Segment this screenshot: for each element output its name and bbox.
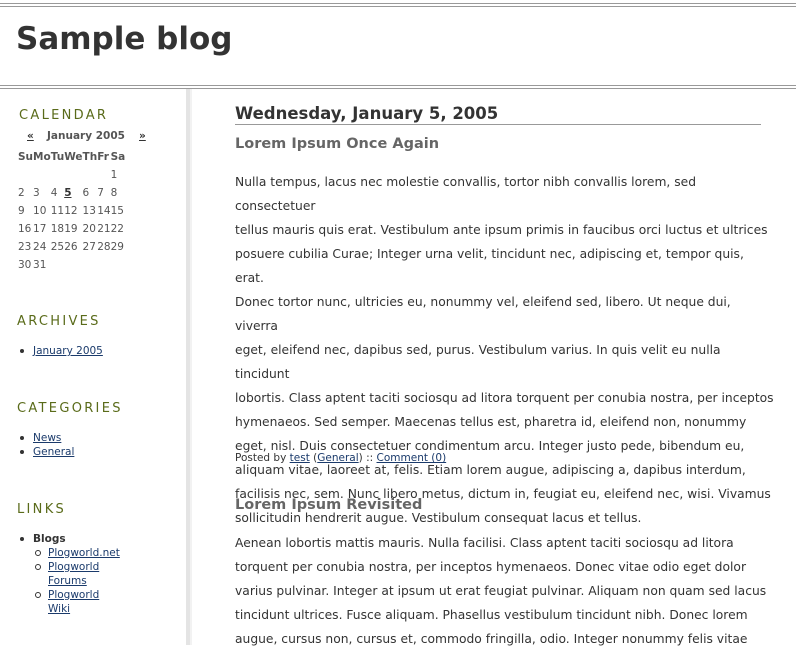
link-plogworld-forums[interactable]: Plogworld Forums <box>48 561 100 587</box>
weekday-label: Su <box>18 151 34 163</box>
calendar-day: 16 <box>18 223 32 235</box>
calendar-day: 31 <box>33 259 47 271</box>
calendar-day: 7 <box>97 187 104 199</box>
calendar-day: 4 <box>50 187 58 199</box>
calendar-day <box>83 256 98 274</box>
date-heading: Wednesday, January 5, 2005 <box>235 104 761 125</box>
calendar-next-link[interactable]: » <box>139 130 146 142</box>
post-line: varius pulvinar. Integer at ipsum ut erat feugiat pulvinar. Aliquam non quam sed lacus <box>235 584 767 598</box>
calendar-day: 11 <box>50 205 65 217</box>
post-line: tincidunt ultrices. Fusce aliquam. Phasellus vestibulum tincidunt nibh. Donec lorem <box>235 608 748 622</box>
calendar-day: 12 <box>64 205 78 217</box>
calendar-day <box>83 166 98 184</box>
calendar-day: 1 <box>110 169 118 181</box>
author-link[interactable]: test <box>289 452 310 464</box>
weekday-label: We <box>64 151 83 163</box>
calendar-day: 24 <box>33 241 47 253</box>
weekday-label: Tu <box>50 151 65 163</box>
calendar-month: January 2005 <box>47 130 125 142</box>
weekday-label: Fr <box>97 151 109 163</box>
list-item <box>18 445 74 459</box>
archives-heading: ARCHIVES <box>17 314 101 329</box>
calendar-day: 29 <box>110 241 124 253</box>
site-title[interactable]: Sample blog <box>16 21 233 57</box>
archives-list <box>18 344 103 358</box>
post-line: aliquam vitae, laoreet at, felis. Etiam lorem augue, adipiscing a, dapibus interdum, <box>235 463 746 477</box>
post-meta: Posted by test (General) :: Comment (0) <box>235 452 447 464</box>
calendar-heading: CALENDAR <box>19 108 109 123</box>
calendar-day: 26 <box>64 241 78 253</box>
calendar-day <box>51 166 64 184</box>
calendar-day: 17 <box>33 223 47 235</box>
list-item <box>33 546 120 560</box>
calendar-day-link[interactable]: 5 <box>64 187 72 199</box>
calendar-prev-link[interactable]: « <box>27 130 34 142</box>
calendar-day: 25 <box>50 241 65 253</box>
post-line: eget, eleifend nec, dapibus sed, purus. Vestibulum varius. In quis velit eu nulla tincidunt <box>235 343 721 381</box>
calendar-day <box>64 256 82 274</box>
list-item <box>18 532 120 616</box>
links-list <box>18 532 120 616</box>
calendar-day: 27 <box>82 241 96 253</box>
links-sublist <box>33 546 120 616</box>
calendar-day <box>64 184 82 202</box>
calendar-day: 6 <box>82 187 90 199</box>
post-line: hymenaeos. Sed semper. Maecenas tellus est, pharetra id, eleifend non, nonummy <box>235 415 747 429</box>
weekday-label: Mo <box>33 151 51 163</box>
post-line: Donec tortor nunc, ultricies eu, nonummy vel, eleifend sed, libero. Ut neque dui, viverra <box>235 295 731 333</box>
post-line: augue, cursus non, cursus et, commodo fringilla, odio. Integer nonummy felis vitae <box>235 632 748 646</box>
calendar-day: 28 <box>97 241 111 253</box>
list-item <box>33 588 108 616</box>
calendar-day <box>33 166 51 184</box>
post-line: lobortis. Class aptent taciti sociosqu ad litora torquent per conubia nostra, per inceptos <box>235 391 774 405</box>
post-line: posuere cubilia Curae; Integer urna velit, tincidunt nec, adipiscing et, tempor quis, erat. <box>235 247 744 285</box>
post-body <box>235 531 775 651</box>
calendar-day: 22 <box>110 223 124 235</box>
calendar-day: 9 <box>18 205 25 217</box>
calendar-day: 20 <box>82 223 96 235</box>
calendar-day <box>97 166 110 184</box>
links-heading: LINKS <box>17 502 67 517</box>
categories-heading: CATEGORIES <box>17 401 123 416</box>
calendar-day: 2 <box>18 187 25 199</box>
post-category-link[interactable]: General <box>317 452 359 464</box>
calendar-day <box>51 256 64 274</box>
calendar-day: 30 <box>18 259 32 271</box>
posted-by-label: Posted by <box>235 452 287 464</box>
calendar-day: 3 <box>33 187 40 199</box>
post-line: tellus mauris quis erat. Vestibulum ante ipsum primis in faucibus orci luctus et ultrices <box>235 223 768 237</box>
category-link-general[interactable]: General <box>33 446 75 458</box>
link-plogworld-net[interactable]: Plogworld.net <box>48 547 120 559</box>
calendar-day: 8 <box>110 187 118 199</box>
post-line: facilisis nec, sem. Nunc libero metus, dictum in, feugiat eu, eleifend nec, wisi. Vivamus <box>235 487 771 501</box>
calendar-day <box>64 166 82 184</box>
calendar-day: 23 <box>18 241 32 253</box>
list-item <box>18 431 74 445</box>
list-item <box>18 344 103 358</box>
links-group-label: Blogs <box>33 533 66 545</box>
calendar-day: 15 <box>110 205 124 217</box>
link-plogworld-wiki[interactable]: Plogworld Wiki <box>48 589 100 615</box>
archive-link[interactable]: January 2005 <box>33 345 103 357</box>
weekday-label: Sa <box>110 151 126 163</box>
post-line: Aenean lobortis mattis mauris. Nulla facilisi. Class aptent taciti sociosqu ad litora <box>235 536 734 550</box>
calendar-day <box>111 256 126 274</box>
calendar-day: 18 <box>50 223 65 235</box>
post-line: Nulla tempus, lacus nec molestie convallis, tortor nibh convallis lorem, sed consectetuer <box>235 175 697 213</box>
categories-list <box>18 431 74 459</box>
calendar-day: 19 <box>64 223 78 235</box>
post-body <box>235 170 775 530</box>
list-item <box>33 560 108 588</box>
post-line: torquent per conubia nostra, per inceptos hymenaeos. Donec vitae odio eget dolor <box>235 560 747 574</box>
post-title[interactable]: Lorem Ipsum Revisited <box>235 497 423 513</box>
calendar-day: 21 <box>97 223 111 235</box>
site-header <box>0 7 796 85</box>
calendar-day: 14 <box>97 205 111 217</box>
calendar-day <box>97 256 110 274</box>
calendar-day: 13 <box>82 205 96 217</box>
meta-separator: :: <box>366 452 374 464</box>
calendar-day <box>18 166 33 184</box>
post-line: sollicitudin hendrerit augue. Vestibulum consequat lacus et tellus. <box>235 511 642 525</box>
category-link-news[interactable]: News <box>33 432 62 444</box>
calendar-grid <box>18 148 125 274</box>
post-line: eget, nisl. Duis consectetuer condimentum arcu. Integer justo pede, bibendum eu, <box>235 439 745 453</box>
weekday-label: Th <box>82 151 98 163</box>
post-title[interactable]: Lorem Ipsum Once Again <box>235 136 440 152</box>
calendar-day: 10 <box>33 205 47 217</box>
comment-link[interactable]: Comment (0) <box>376 452 447 464</box>
